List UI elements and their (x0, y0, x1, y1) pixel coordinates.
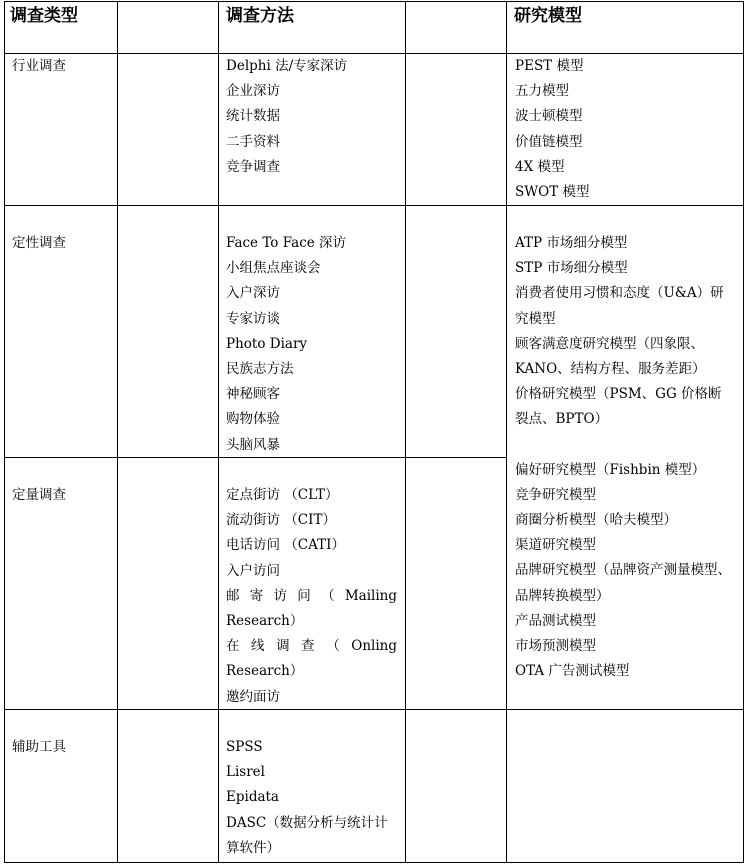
method-item: 算软件） (226, 839, 280, 856)
method-item: SPSS (226, 739, 263, 755)
survey-type-qualitative: 定性调查 (12, 235, 66, 251)
method-item: 入户深访 (226, 285, 280, 302)
method-item: 在 线 调 查 （ Onling (226, 638, 397, 655)
method-item: 邀约面访 (226, 688, 280, 705)
survey-type-industry: 行业调查 (12, 58, 66, 74)
model-item: KANO、结构方程、服务差距） (515, 361, 706, 378)
model-item: 裂点、BPTO） (515, 411, 609, 428)
method-item: Research） (226, 663, 304, 680)
header-survey-type: 调查类型 (10, 6, 78, 26)
survey-type-quantitative: 定量调查 (12, 487, 66, 503)
table-column-divider (506, 1, 507, 863)
methods-quantitative (226, 483, 397, 710)
table-column-divider (405, 1, 406, 863)
table-row-divider (4, 205, 744, 206)
table-row-divider (4, 53, 744, 54)
model-item: OTA 广告测试模型 (515, 663, 630, 680)
table-column-divider (218, 1, 219, 863)
model-item: 五力模型 (515, 83, 569, 100)
model-item: 顾客满意度研究模型（四象限、 (515, 335, 704, 352)
model-item: 竞争研究模型 (515, 486, 596, 503)
method-item: DASC（数据分析与统计计 (226, 814, 388, 831)
table-border-left (4, 1, 5, 863)
method-item: 头脑风暴 (226, 436, 280, 453)
method-item: 竞争调查 (226, 158, 280, 175)
table-border-bottom (4, 862, 744, 863)
method-item: 小组焦点座谈会 (226, 260, 321, 277)
model-item: 品牌研究模型（品牌资产测量模型、 (515, 562, 731, 579)
method-item: 二手资料 (226, 133, 280, 150)
method-item: 邮 寄 访 问 （ Mailing (226, 587, 397, 604)
survey-type-tools: 辅助工具 (12, 739, 66, 755)
models-industry (515, 54, 590, 205)
method-item: 流动街访 （CIT） (226, 512, 336, 529)
model-item: 消费者使用习惯和态度（U&A）研 (515, 285, 724, 302)
methods-tools (226, 735, 388, 861)
model-item: SWOT 模型 (515, 184, 590, 201)
model-item: 价格研究模型（PSM、GG 价格断 (515, 386, 722, 403)
model-item: 偏好研究模型（Fishbin 模型） (515, 461, 706, 478)
model-item: 价值链模型 (515, 133, 583, 150)
method-item: Face To Face 深访 (226, 235, 347, 251)
method-item: Photo Diary (226, 335, 308, 352)
method-item: 定点街访 （CLT） (226, 487, 339, 503)
methods-qualitative (226, 231, 346, 458)
method-item: Delphi 法/专家深访 (226, 58, 348, 74)
method-item: 统计数据 (226, 108, 280, 125)
model-item: STP 市场细分模型 (515, 260, 628, 277)
model-item: 究模型 (515, 310, 556, 327)
method-item: 购物体验 (226, 411, 280, 428)
table-column-divider (117, 1, 118, 863)
method-item: 专家访谈 (226, 310, 280, 327)
model-item: 品牌转换模型） (515, 587, 610, 604)
model-item: ATP 市场细分模型 (515, 235, 628, 251)
method-item: 神秘顾客 (226, 386, 280, 403)
method-item: 民族志方法 (226, 361, 294, 378)
models-shared (515, 231, 731, 684)
method-item: Research） (226, 613, 304, 630)
header-survey-method: 调查方法 (226, 6, 294, 26)
model-item: 商圈分析模型（哈夫模型） (515, 512, 677, 529)
model-item: 波士顿模型 (515, 108, 583, 125)
model-item: 产品测试模型 (515, 612, 596, 629)
model-item: 渠道研究模型 (515, 537, 596, 554)
table-border-top (4, 1, 744, 2)
methods-industry (226, 54, 347, 180)
method-item: Lisrel (226, 764, 265, 781)
table-border-right (743, 1, 744, 863)
method-item: 企业深访 (226, 83, 280, 100)
model-item: 4X 模型 (515, 158, 565, 175)
method-item: Epidata (226, 789, 279, 806)
method-item: 电话访问 （CATI） (226, 537, 345, 554)
header-research-model: 研究模型 (514, 6, 582, 26)
model-spacer (515, 433, 731, 458)
model-item: PEST 模型 (515, 58, 584, 74)
model-item: 市场预测模型 (515, 638, 596, 655)
method-item: 入户访问 (226, 562, 280, 579)
